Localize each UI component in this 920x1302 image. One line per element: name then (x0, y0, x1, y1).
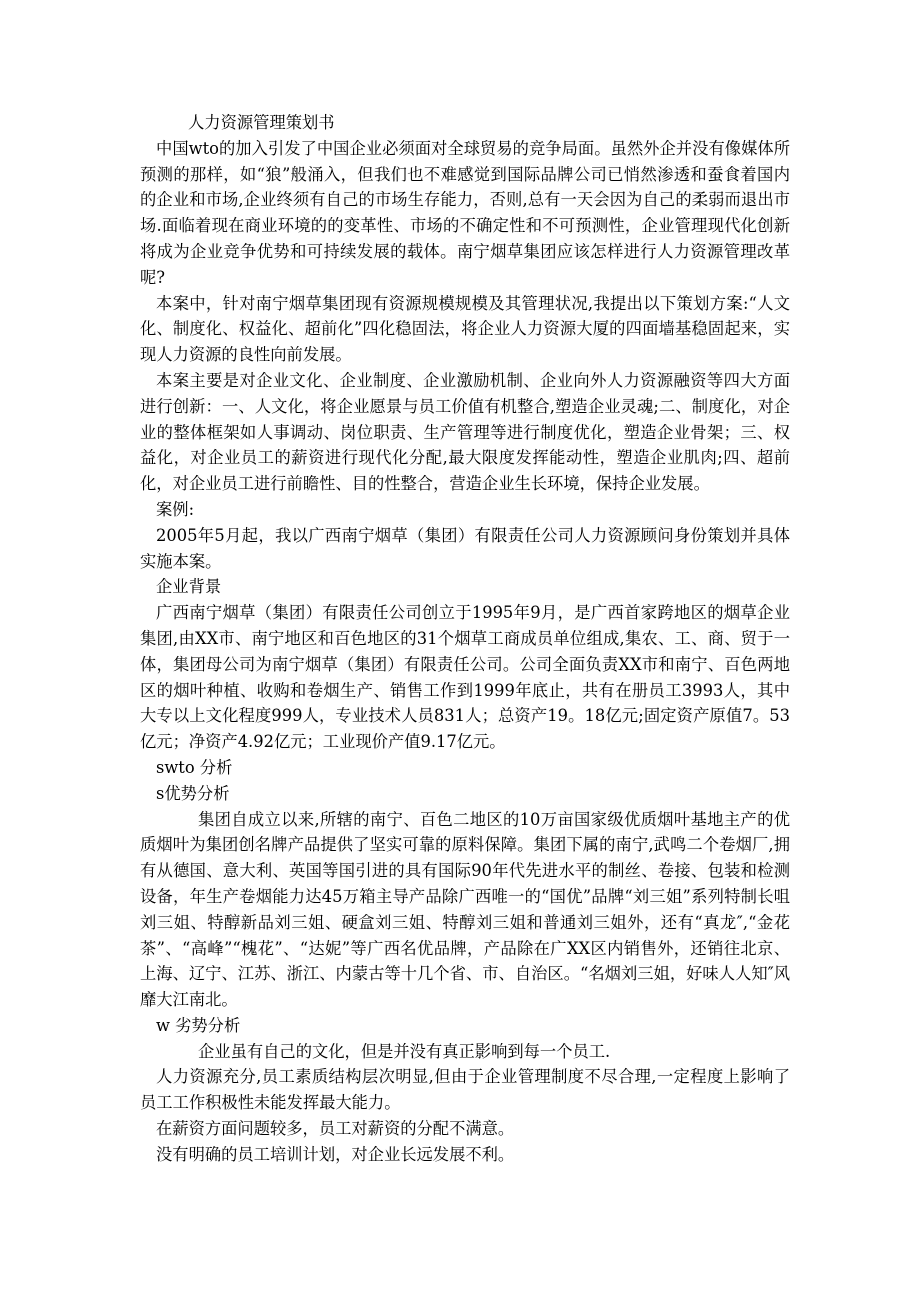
background-paragraph: 广西南宁烟草（集团）有限责任公司创立于1995年9月，是广西首家跨地区的烟草企业集团,由XX市、南宁地区和百色地区的31个烟草工商成员单位组成,集农、工、商、贸于一体，集团母公司为南宁烟草（集团）有限责任公司。公司全面负责XX市和南宁、百色两地区的烟叶种植、收购和卷烟生产、销售工作到1999年底止，共有在册员工3993人，其中大专以上文化程度999人，专业技术人员831人；总资产19。18亿元;固定资产原值7。53亿元；净资产4.92亿元；工业现价产值9.17亿元。 (140, 603, 790, 752)
proposal-paragraph: 本案中，针对南宁烟草集团现有资源规模规模及其管理状况,我提出以下策划方案:“人文化、制度化、权益化、超前化”四化稳固法，将企业人力资源大厦的四面墙基稳固起来，实现人力资源的良性向前发展。 (140, 293, 790, 365)
case-paragraph: 2005年5月起，我以广西南宁烟草（集团）有限责任公司人力资源顾问身份策划并具体实施本案。 (140, 525, 790, 571)
weakness-item: 没有明确的员工培训计划，对企业长远发展不利。 (156, 1144, 515, 1164)
background-heading: 企业背景 (156, 577, 222, 597)
main-content-paragraph: 本案主要是对企业文化、企业制度、企业激励机制、企业向外人力资源融资等四大方面进行创新：一、人文化，将企业愿景与员工价值有机整合,塑造企业灵魂;二、制度化，对企业的整体框架如人事调动、岗位职责、生产管理等进行制度优化，塑造企业骨架；三、权益化，对企业员工的薪资进行现代化分配,最大限度发挥能动性，塑造企业肌肉;四、超前化，对企业员工进行前瞻性、目的性整合，营造企业生长环境，保持企业发展。 (140, 370, 790, 494)
swot-heading: swto 分析 (156, 757, 233, 777)
document-title: 人力资源管理策划书 (188, 113, 335, 132)
document-body (140, 110, 790, 1168)
intro-paragraph: 中国wto的加入引发了中国企业必须面对全球贸易的竞争局面。虽然外企并没有像媒体所预测的那样，如“狼”般涌入，但我们也不难感觉到国际品牌公司已悄然渗透和蚕食着国内的企业和市场,企业终须有自己的市场生存能力，否则,总有一天会因为自己的柔弱而退出市场.面临着现在商业环境的的变革性、市场的不确定性和不可预测性，企业管理现代化创新将成为企业竞争优势和可持续发展的载体。南宁烟草集团应该怎样进行人力资源管理改革呢? (140, 138, 790, 287)
weakness-item: 在薪资方面问题较多，员工对薪资的分配不满意。 (156, 1119, 515, 1139)
strength-heading: s优势分析 (156, 783, 230, 803)
weakness-item: 人力资源充分,员工素质结构层次明显,但由于企业管理制度不尽合理,一定程度上影响了员工工作积极性未能发挥最大能力。 (140, 1067, 790, 1113)
weakness-heading: w 劣势分析 (156, 1015, 241, 1035)
weakness-item: 企业虽有自己的文化，但是并没有真正影响到每一个员工. (198, 1041, 611, 1061)
case-label: 案例: (156, 499, 195, 519)
strength-paragraph: 集团自成立以来,所辖的南宁、百色二地区的10万亩国家级优质烟叶基地主产的优质烟叶为集团创名牌产品提供了坚实可靠的原料保障。集团下属的南宁,武鸣二个卷烟厂,拥有从德国、意大利、英国等国引进的具有国际90年代先进水平的制丝、卷接、包装和检测设备，年生产卷烟能力达45万箱主导产品除广西唯一的“国优”品牌“刘三姐”系列特制长咀刘三姐、特醇新品刘三姐、硬盒刘三姐、特醇刘三姐和普通刘三姐外，还有“真龙″,“金花茶”、“高峰”“槐花”、“达妮”等广西名优品牌，产品除在广XX区内销售外，还销往北京、上海、辽宁、江苏、浙江、内蒙古等十几个省、市、自治区。“名烟刘三姐，好味人人知″风靡大江南北。 (140, 809, 790, 1010)
